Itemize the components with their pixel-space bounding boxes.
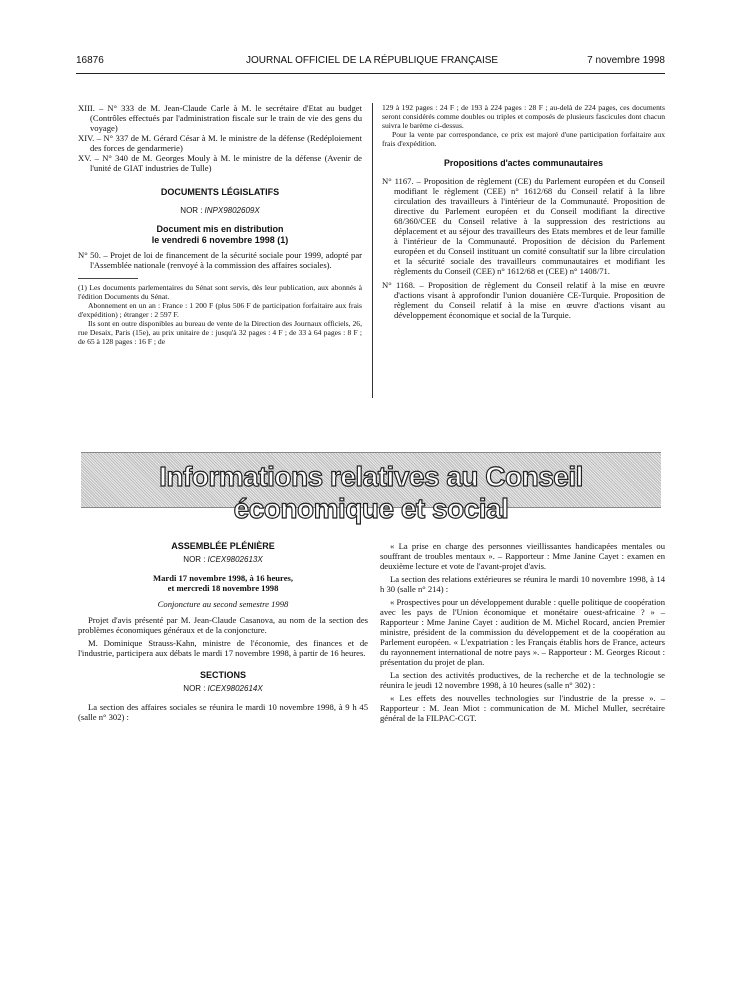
footnote: (1) Les documents parlementaires du Sénat sont servis, dès leur publication, aux abonnés à l'édition Documents du Sénat. (78, 283, 362, 301)
document-heading-line: Document mis en distribution (156, 224, 284, 234)
bottom-right-column (380, 541, 665, 726)
session-dates-line: Mardi 17 novembre 1998, à 16 heures, (152, 573, 294, 583)
question-item: XV. – N° 340 de M. Georges Mouly à M. le ministre de la défense (Avenir de l'unité de GIAT industries de Tulle) (78, 153, 362, 173)
session-dates (78, 573, 368, 593)
bottom-left-column (78, 541, 368, 725)
question-item: XIII. – N° 333 de M. Jean-Claude Carle à M. le secrétaire d'Etat au budget (Contrôles effectués par l'administration fiscale sur le train de vie des gens du voyage) (78, 103, 362, 133)
nor-code: ICEX9802613X (207, 555, 263, 564)
header-date: 7 novembre 1998 (587, 55, 665, 66)
footnote: Ils sont en outre disponibles au bureau de vente de la Direction des Journaux officiels, 26, rue Desaix, Paris (15e), au prix unitaire de : jusqu'à 32 pages : 4 F ; de 33 à 64 pages : 8 F ; de 65 à 128 pages : 16 F ; de (78, 319, 362, 346)
nor-reference (78, 206, 362, 216)
journal-title: JOURNAL OFFICIEL DE LA RÉPUBLIQUE FRANÇAISE (246, 55, 499, 66)
column-divider (372, 103, 373, 398)
section-title-propositions: Propositions d'actes communautaires (443, 158, 603, 168)
nor-code: INPX9802609X (204, 206, 260, 215)
paragraph: « Les effets des nouvelles technologies sur l'industrie de la presse ». – Rapporteur : M. Jean Miot : communication de M. Michel Muller, secrétaire général de la FILPAC-CGT. (380, 693, 665, 723)
section-title-documents: DOCUMENTS LÉGISLATIFS (160, 187, 280, 197)
paragraph: M. Dominique Strauss-Kahn, ministre de l'économie, des finances et de l'industrie, participera aux débats le mardi 17 novembre 1998, à partir de 16 heures. (78, 638, 368, 658)
footnotes (78, 283, 362, 346)
nor-label: NOR : (183, 684, 206, 693)
top-right-column (382, 103, 665, 320)
nor-label: NOR : (183, 555, 206, 564)
paragraph: « La prise en charge des personnes vieillissantes handicapées mentales ou souffrant de troubles mentaux ». – Rapporteur : Mme Janine Cayet : examen en deuxième lecture et vote de l'avant-projet d'avis. (380, 541, 665, 571)
paragraph: La section des relations extérieures se réunira le mardi 10 novembre 1998, à 14 h 30 (salle n° 214) : (380, 574, 665, 594)
paragraph: Projet d'avis présenté par M. Jean-Claude Casanova, au nom de la section des problèmes économiques généraux et de la conjoncture. (78, 615, 368, 635)
banner-title: Informations relatives au Conseil économique et social (159, 461, 583, 524)
session-dates-line: et mercredi 18 novembre 1998 (167, 583, 279, 593)
price-note: Pour la vente par correspondance, ce prix est majoré d'une participation forfaitaire aux frais d'expédition. (382, 130, 665, 148)
section-banner (81, 452, 661, 524)
paragraph: La section des activités productives, de la recherche et de la technologie se réunira le jeudi 12 novembre 1998, à 10 heures (salle n° 302) : (380, 670, 665, 690)
question-item: XIV. – N° 337 de M. Gérard César à M. le ministre de la défense (Redéploiement des forces de gendarmerie) (78, 133, 362, 153)
page-number: 16876 (76, 55, 104, 66)
document-heading-line: le vendredi 6 novembre 1998 (1) (151, 235, 289, 245)
proposition-item: N° 1168. – Proposition de règlement du Conseil relatif à la mise en œuvre d'actions visant à approfondir l'union douanière CE-Turquie. Proposition de règlement du Conseil relatif à la mise en œuvre d'actions visant au développement économique et social de la Turquie. (382, 280, 665, 320)
header-rule (76, 73, 665, 74)
footnote: Abonnement en un an : France : 1 200 F (plus 506 F de participation forfaitaire aux frais d'expédition) ; étranger : 2 597 F. (78, 301, 362, 319)
nor-reference (78, 555, 368, 565)
footnote-rule (78, 278, 138, 279)
document-heading (78, 224, 362, 246)
top-left-column (78, 103, 362, 346)
nor-reference (78, 684, 368, 694)
agenda-subtitle: Conjoncture au second semestre 1998 (157, 599, 289, 609)
sections-title: SECTIONS (199, 670, 246, 680)
document-item: N° 50. – Projet de loi de financement de la sécurité sociale pour 1999, adopté par l'Assemblée nationale (renvoyé à la commission des affaires sociales). (78, 250, 362, 270)
assembly-title: ASSEMBLÉE PLÉNIÈRE (171, 541, 275, 551)
proposition-item: N° 1167. – Proposition de règlement (CE) du Parlement européen et du Conseil modifiant le règlement (CEE) n° 1612/68 du Conseil relatif à la libre circulation des travailleurs à l'intérieur de la Communauté. Proposition de directive du Parlement européen et du Conseil modifiant la directive 68/360/CEE du Conseil relative à la suppression des restrictions au déplacement et au séjour des travailleurs des Etats membres et de leur famille à l'intérieur de la Communauté. Proposition de décision du Parlement européen et du Conseil instituant un comité consultatif sur la libre circulation et la sécurité sociale des travailleurs communautaires et modifiant les règlements du Conseil (CEE) n° 1612/68 et (CEE) n° 1408/71. (382, 176, 665, 276)
price-continuation: 129 à 192 pages : 24 F ; de 193 à 224 pages : 28 F ; au-delà de 224 pages, ces documents seront considérés comme doubles ou triples et composés de plusieurs fascicules dont chacun suivra le barème ci-dessus. (382, 103, 665, 130)
nor-label: NOR : (180, 206, 203, 215)
paragraph: La section des affaires sociales se réunira le mardi 10 novembre 1998, à 9 h 45 (salle n° 302) : (78, 702, 368, 722)
paragraph: « Prospectives pour un développement durable : quelle politique de coopération avec les pays de l'Union économique et monétaire ouest-africaine ? » – Rapporteur : Mme Janine Cayet : audition de M. Michel Rocard, ancien Premier ministre, président de la commission du développement et de la coopération au Parlement européen. « L'expatriation : les Français établis hors de France, acteurs du rayonnement international de notre pays ». – Rapporteur : M. Georges Ricout : présentation du projet de plan. (380, 597, 665, 667)
nor-code: ICEX9802614X (207, 684, 263, 693)
